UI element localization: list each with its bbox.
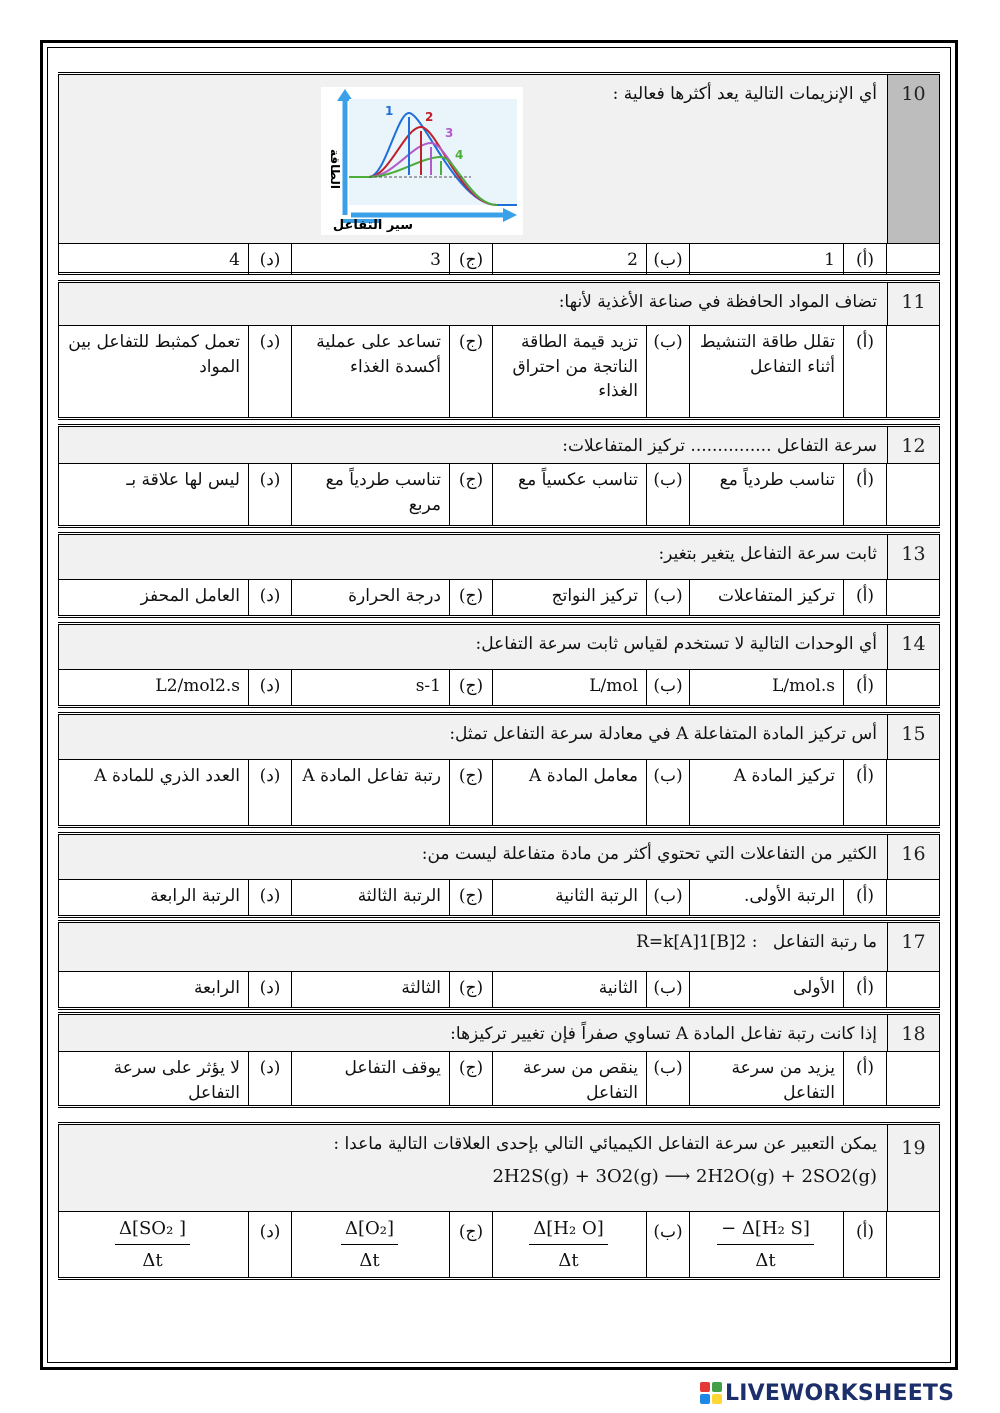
question-10 [58, 72, 940, 275]
curve-label-3: 3 [445, 126, 454, 140]
option-letter-a: (أ) [843, 670, 886, 706]
option-a[interactable]: تقلل طاقة التنشيط أثناء التفاعل [689, 326, 843, 418]
option-letter-c: (ج) [449, 580, 492, 616]
question-number: 10 [887, 75, 939, 243]
option-letter-c: (ج) [449, 760, 492, 826]
option-letter-b: (ب) [646, 464, 689, 526]
option-d[interactable]: العدد الذري للمادة A [94, 766, 240, 786]
energy-profile-graph [321, 87, 523, 235]
question-text: تضاف المواد الحافظة في صناعة الأغذية لأنها: [558, 292, 877, 312]
option-d[interactable]: الرتبة الرابعة [150, 886, 240, 906]
option-letter-a: (أ) [843, 326, 886, 418]
fraction-denominator: Δt [558, 1250, 579, 1272]
option-b[interactable]: تناسب عكسياً مع [492, 464, 646, 526]
option-c[interactable]: الثالثة [291, 972, 449, 1008]
options-row [58, 580, 940, 616]
option-letter-d: (د) [248, 972, 291, 1008]
option-letter-d: (د) [248, 326, 291, 418]
question-16-header [58, 835, 940, 880]
question-12 [58, 424, 940, 528]
option-letter-d: (د) [248, 760, 291, 826]
question-text: ما رتبة التفاعل [772, 932, 877, 952]
question-number: 12 [887, 427, 939, 463]
fraction-d [115, 1216, 190, 1274]
question-19 [58, 1122, 940, 1280]
question-stem [59, 923, 887, 971]
question-number: 19 [887, 1125, 939, 1211]
options-row [58, 244, 940, 274]
option-b[interactable]: 2 [492, 244, 646, 274]
graph-x-label: سير التفاعل [332, 218, 413, 233]
graph-y-label: الطاقة [328, 149, 342, 189]
option-c[interactable]: الرتبة الثالثة [291, 880, 449, 916]
option-d[interactable] [59, 1212, 248, 1278]
option-c[interactable]: s-1 [291, 670, 449, 706]
fraction-numerator: − Δ[H₂ S] [717, 1216, 814, 1245]
option-b[interactable]: الثانية [492, 972, 646, 1008]
reaction-equation: 2H2S(g) + 3O2(g) ⟶ 2H2O(g) + 2SO2(g) [492, 1166, 877, 1188]
fraction-numerator: Δ[O₂] [341, 1216, 398, 1245]
question-number: 11 [887, 283, 939, 325]
question-11 [58, 280, 940, 420]
options-row [58, 760, 940, 826]
question-10-header [58, 75, 940, 244]
fraction-numerator: Δ[SO₂ ] [115, 1216, 190, 1245]
option-a[interactable]: الرتبة الأولى. [689, 880, 843, 916]
option-letter-d: (د) [248, 670, 291, 706]
option-letter-a: (أ) [843, 1052, 886, 1106]
option-letter-c: (ج) [449, 880, 492, 916]
option-letter-a: (أ) [843, 464, 886, 526]
question-text: يمكن التعبير عن سرعة التفاعل الكيميائي التالي بإحدى العلاقات التالية ماعدا : [333, 1134, 877, 1154]
option-c[interactable]: رتبة تفاعل المادة A [291, 760, 449, 826]
option-letter-a: (أ) [843, 880, 886, 916]
option-letter-c: (ج) [449, 464, 492, 526]
question-13 [58, 532, 940, 618]
brand-name: LIVEWORKSHEETS [725, 1380, 955, 1406]
question-text: أي الوحدات التالية لا تستخدم لقياس ثابت سرعة التفاعل: [475, 634, 877, 654]
option-a[interactable] [689, 1212, 843, 1278]
option-letter-c: (ج) [449, 1052, 492, 1106]
option-letter-b: (ب) [646, 326, 689, 418]
option-letter-d: (د) [248, 1052, 291, 1106]
question-13-header [58, 535, 940, 580]
option-c[interactable] [291, 1212, 449, 1278]
options-row [58, 880, 940, 916]
question-number: 14 [887, 625, 939, 669]
option-letter-b: (ب) [646, 760, 689, 826]
question-19-header [58, 1125, 940, 1212]
option-b[interactable]: معامل المادة A [492, 760, 646, 826]
fraction-denominator: Δt [359, 1250, 380, 1272]
fraction-a [717, 1216, 814, 1274]
options-row [58, 972, 940, 1008]
option-b[interactable] [492, 1212, 646, 1278]
liveworksheets-logo[interactable] [700, 1378, 954, 1408]
options-row [58, 1052, 940, 1106]
option-letter-b: (ب) [646, 670, 689, 706]
option-a[interactable]: الأولى [689, 972, 843, 1008]
reaction-equation-container [67, 1163, 877, 1191]
option-d[interactable]: الرابعة [193, 978, 240, 998]
option-b[interactable]: تركيز النواتج [492, 580, 646, 616]
fraction-denominator: Δt [755, 1250, 776, 1272]
option-letter-b: (ب) [646, 580, 689, 616]
option-letter-b: (ب) [646, 972, 689, 1008]
question-14 [58, 622, 940, 708]
option-letter-d: (د) [248, 464, 291, 526]
options-row [58, 670, 940, 706]
option-letter-b: (ب) [646, 244, 689, 274]
question-stem [59, 75, 887, 243]
option-d[interactable]: ليس لها علاقة بـ [126, 470, 240, 490]
question-18-header [58, 1015, 940, 1052]
question-text: أس تركيز المادة المتفاعلة A في معادلة سرعة التفاعل تمثل: [449, 724, 877, 744]
option-letter-a: (أ) [843, 580, 886, 616]
logo-icon [700, 1382, 722, 1404]
question-number: 17 [887, 923, 939, 971]
question-17-header [58, 923, 940, 972]
option-c[interactable]: درجة الحرارة [291, 580, 449, 616]
option-c[interactable]: تساعد على عملية أكسدة الغذاء [291, 326, 449, 418]
option-letter-d: (د) [248, 244, 291, 274]
option-letter-d: (د) [248, 1212, 291, 1278]
question-text: الكثير من التفاعلات التي تحتوي أكثر من مادة متفاعلة ليست من: [421, 844, 877, 864]
option-a[interactable]: يزيد من سرعة التفاعل [689, 1052, 843, 1106]
option-a[interactable]: تركيز المادة A [689, 760, 843, 826]
fraction-numerator: Δ[H₂ O] [529, 1216, 607, 1245]
option-b[interactable]: ينقص من سرعة التفاعل [492, 1052, 646, 1106]
question-12-header [58, 427, 940, 464]
curve-label-2: 2 [425, 110, 434, 124]
option-letter-b: (ب) [646, 880, 689, 916]
question-14-header [58, 625, 940, 670]
question-number: 13 [887, 535, 939, 579]
fraction-b [529, 1216, 607, 1274]
rate-law-equation: R=k[A]1[B]2 : [636, 932, 758, 952]
options-row [58, 1212, 940, 1278]
fraction-c [341, 1216, 398, 1274]
question-17 [58, 920, 940, 1010]
question-text: إذا كانت رتبة تفاعل المادة A تساوي صفراً فإن تغيير تركيزها: [450, 1024, 877, 1044]
option-b[interactable]: L/mol [492, 670, 646, 706]
question-number: 15 [887, 715, 939, 759]
option-letter-c: (ج) [449, 972, 492, 1008]
option-d[interactable]: L2/mol2.s [155, 676, 240, 696]
option-c[interactable]: 3 [291, 244, 449, 274]
option-b[interactable]: تزيد قيمة الطاقة الناتجة من احتراق الغذاء [492, 326, 646, 418]
curve-label-4: 4 [455, 148, 464, 162]
option-letter-a: (أ) [843, 760, 886, 826]
option-d[interactable]: لا يؤثر على سرعة التفاعل [113, 1058, 240, 1103]
option-letter-c: (ج) [449, 1212, 492, 1278]
question-11-header [58, 283, 940, 326]
option-d[interactable]: 4 [229, 250, 240, 270]
option-a[interactable]: تناسب طردياً مع [689, 464, 843, 526]
option-d[interactable]: العامل المحفز [140, 586, 240, 606]
question-text: سرعة التفاعل ............... تركيز المتفاعلات: [562, 436, 877, 456]
question-number: 16 [887, 835, 939, 879]
option-letter-c: (ج) [449, 670, 492, 706]
question-number: 18 [887, 1015, 939, 1051]
option-letter-a: (أ) [843, 244, 886, 274]
question-16 [58, 832, 940, 918]
question-stem [59, 1125, 887, 1211]
question-15-header [58, 715, 940, 760]
option-c[interactable]: يوقف التفاعل [291, 1052, 449, 1106]
option-letter-d: (د) [248, 880, 291, 916]
option-letter-b: (ب) [646, 1212, 689, 1278]
option-a[interactable]: 1 [689, 244, 843, 274]
question-18 [58, 1012, 940, 1108]
option-b[interactable]: الرتبة الثانية [492, 880, 646, 916]
option-d[interactable]: تعمل كمثبط للتفاعل بين المواد [68, 332, 240, 377]
question-text: ثابت سرعة التفاعل يتغير بتغير: [658, 544, 877, 564]
option-letter-a: (أ) [843, 1212, 886, 1278]
question-text: أي الإنزيمات التالية يعد أكثرها فعالية : [612, 84, 877, 104]
option-letter-d: (د) [248, 580, 291, 616]
curve-label-1: 1 [385, 104, 394, 118]
fraction-denominator: Δt [142, 1250, 163, 1272]
option-letter-c: (ج) [449, 244, 492, 274]
option-a[interactable]: L/mol.s [689, 670, 843, 706]
option-letter-c: (ج) [449, 326, 492, 418]
option-a[interactable]: تركيز المتفاعلات [689, 580, 843, 616]
option-c[interactable]: تناسب طردياً مع مربع [291, 464, 449, 526]
options-row [58, 464, 940, 526]
option-letter-b: (ب) [646, 1052, 689, 1106]
options-row [58, 326, 940, 418]
option-letter-a: (أ) [843, 972, 886, 1008]
question-15 [58, 712, 940, 828]
